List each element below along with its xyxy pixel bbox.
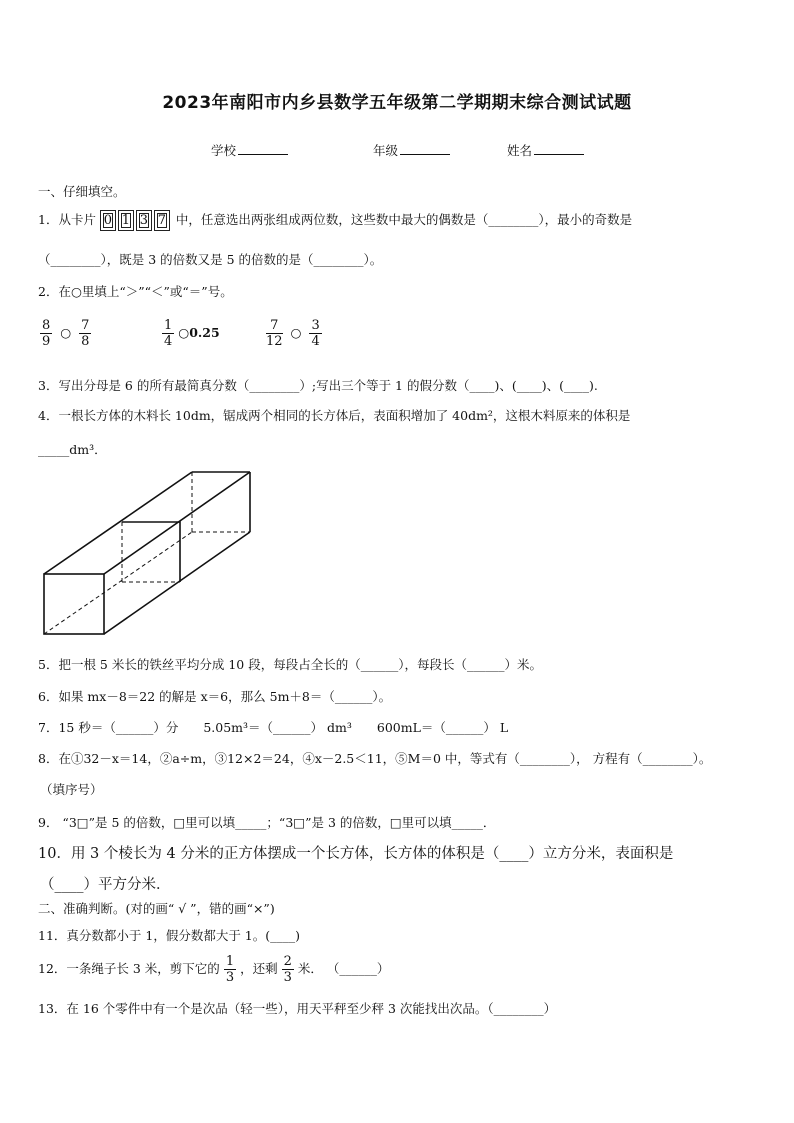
question-4-line2: _____dm³． [38, 442, 107, 457]
q12-pre: 12．一条绳子长 3 米，剪下它的 [38, 961, 220, 976]
card-7: 7 [154, 210, 170, 231]
question-5: 5．把一根 5 米长的铁丝平均分成 10 段，每段占全长的（______），每段长（______）米。 [38, 657, 542, 672]
grade-field [373, 141, 450, 159]
question-8-line1: 8．在①32－x＝14，②a÷m，③12×2＝24，④x－2.5＜11，⑤M＝0 中，等式有（________）， 方程有（________）。 [38, 751, 712, 766]
question-6: 6．如果 mx－8＝22 的解是 x＝6，那么 5m＋8＝（______）。 [38, 689, 392, 704]
page-title: 2023年南阳市内乡县数学五年级第二学期期末综合测试试题 [162, 93, 632, 113]
q2-compare-3 [262, 318, 326, 349]
question-1 [38, 210, 632, 231]
section-1-heading: 一、仔细填空。 [38, 184, 126, 199]
card-0: 0 [100, 210, 116, 231]
compare-circle[interactable]: ○ [290, 325, 302, 340]
name-blank[interactable] [534, 142, 584, 155]
compare-circle[interactable]: ○ [178, 325, 190, 340]
fraction-7-8: $\frac{7}{8}$ [81, 318, 90, 349]
question-7: 7．15 秒＝（______）分 5.05m³＝（______） dm³ 600mL＝（______） L [38, 720, 509, 735]
grade-label: 年级 [373, 143, 399, 158]
question-3: 3．写出分母是 6 的所有最简真分数（________）;写出三个等于 1 的假分数（____)、(____)、(____). [38, 378, 598, 393]
school-blank[interactable] [238, 142, 288, 155]
q2-compare-2 [158, 318, 220, 349]
question-2: 2．在○里填上“＞”“＜”或“＝”号。 [38, 284, 233, 299]
cuboid-diagram [40, 468, 252, 638]
question-8-line2: （填序号） [40, 782, 103, 797]
compare-circle[interactable]: ○ [60, 325, 72, 340]
school-field [211, 141, 288, 159]
q12-post: 米． （______） [297, 961, 390, 976]
decimal-value: 0.25 [189, 325, 220, 340]
question-11: 11．真分数都小于 1，假分数都大于 1。(____) [38, 928, 301, 943]
question-10-line2: （____）平方分米． [40, 877, 171, 893]
question-12 [38, 954, 389, 985]
fraction-1-3: $\frac{1}{3}$ [225, 954, 235, 985]
fraction-2-3: $\frac{2}{3}$ [283, 954, 292, 985]
q2-compare-1 [36, 318, 95, 349]
question-13: 13．在 16 个零件中有一个是次品（轻一些），用天平秤至少秤 3 次能找出次品。（________） [38, 1001, 557, 1016]
fraction-8-9: $\frac{8}{9}$ [42, 318, 51, 349]
question-10-line1: 10．用 3 个棱长为 4 分米的正方体摆成一个长方体，长方体的体积是（____）立方分米，表面积是 [38, 846, 674, 862]
name-field [507, 141, 584, 159]
school-label: 学校 [211, 143, 237, 158]
grade-blank[interactable] [400, 142, 450, 155]
fraction-7-12: $\frac{7}{12}$ [266, 318, 283, 349]
fraction-3-4: $\frac{3}{4}$ [311, 318, 320, 349]
q12-mid: ，还剩 [240, 961, 278, 976]
name-label: 姓名 [507, 143, 533, 158]
fraction-1-4: $\frac{1}{4}$ [164, 318, 173, 349]
card-3: 3 [136, 210, 152, 231]
q1-line2: （________），既是 3 的倍数又是 5 的倍数的是（________）。 [38, 252, 383, 267]
q1-pre: 1．从卡片 [38, 212, 96, 227]
section-2-heading: 二、准确判断。(对的画“ √ ”，错的画“×”) [38, 901, 275, 916]
card-1: 1 [118, 210, 134, 231]
question-9: 9． “3□”是 5 的倍数，□里可以填_____；“3□”是 3 的倍数，□里可以填_____． [38, 815, 496, 830]
card-group [100, 212, 176, 227]
q1-post: 中，任意选出两张组成两位数，这些数中最大的偶数是（________），最小的奇数是 [175, 212, 633, 227]
question-4-line1: 4．一根长方体的木料长 10dm，锯成两个相同的长方体后，表面积增加了 40dm²，这根木料原来的体积是 [38, 408, 631, 423]
